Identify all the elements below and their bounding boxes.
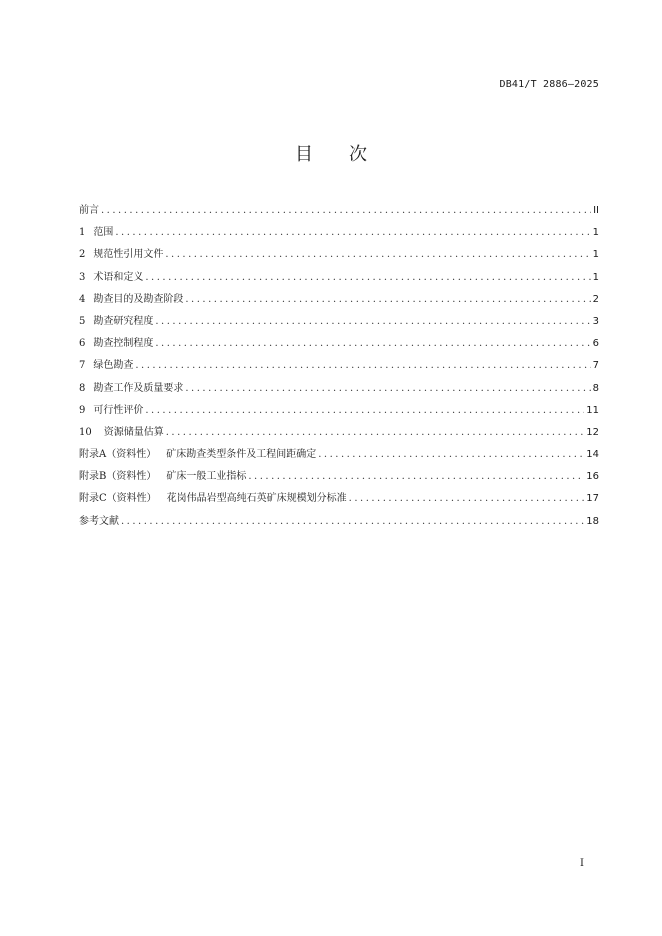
toc-entry-number: 附录C（资料性）	[79, 493, 157, 505]
toc-leader-dots	[135, 360, 590, 371]
toc-entry-number: 3	[79, 271, 86, 283]
toc-entry-page: 14	[586, 449, 599, 461]
toc-entry-number: 10	[79, 426, 92, 438]
toc-leader-dots	[145, 405, 584, 416]
toc-entry-page: 12	[586, 426, 599, 438]
toc-entry-page: 7	[592, 360, 599, 372]
toc-entry-page: 11	[586, 404, 599, 416]
toc-leader-dots	[155, 338, 590, 349]
toc-entry-number: 9	[79, 404, 86, 416]
toc-entry-normative-references[interactable]	[79, 245, 599, 267]
toc-entry-label: 勘查研究程度	[93, 315, 154, 327]
toc-leader-dots	[145, 272, 590, 283]
toc-entry-page: 3	[592, 315, 599, 327]
toc-entry-page: 6	[592, 338, 599, 350]
toc-entry-label: 绿色勘查	[93, 360, 134, 372]
toc-entry-label: 花岗伟晶岩型高纯石英矿床规模划分标准	[166, 493, 347, 505]
toc-entry-number: 7	[79, 360, 86, 372]
page-number: I	[580, 858, 584, 869]
standard-code: DB41/T 2886—2025	[499, 79, 599, 90]
toc-leader-dots	[185, 383, 590, 394]
toc-entry-number: 8	[79, 382, 86, 394]
toc-entry-terms-definitions[interactable]	[79, 268, 599, 290]
toc-entry-label: 前言	[79, 205, 99, 216]
toc-entry-page: 1	[592, 227, 599, 239]
toc-entry-bibliography[interactable]	[79, 512, 599, 534]
toc-entry-number: 附录A（资料性）	[79, 449, 157, 461]
toc-entry-label: 矿床勘查类型条件及工程间距确定	[166, 449, 317, 461]
toc-entry-exploration-purpose[interactable]	[79, 290, 599, 312]
toc-entry-label: 术语和定义	[93, 271, 144, 283]
toc-leader-dots	[318, 449, 584, 460]
toc-entry-page: II	[593, 205, 599, 216]
toc-list	[79, 201, 599, 534]
toc-entry-label: 矿床一般工业指标	[166, 471, 247, 483]
toc-entry-page: 18	[586, 515, 599, 527]
toc-entry-number: 6	[79, 338, 86, 350]
toc-leader-dots	[165, 249, 590, 260]
toc-leader-dots	[115, 227, 590, 238]
toc-entry-label: 范围	[93, 227, 114, 239]
toc-entry-label: 规范性引用文件	[93, 249, 164, 261]
toc-entry-appendix-b[interactable]	[79, 467, 599, 489]
toc-entry-foreword[interactable]	[79, 201, 599, 223]
toc-leader-dots	[121, 516, 584, 527]
toc-leader-dots	[349, 493, 585, 504]
toc-leader-dots	[155, 316, 590, 327]
toc-entry-number: 5	[79, 315, 86, 327]
toc-entry-page: 17	[586, 493, 599, 505]
toc-entry-page: 1	[592, 271, 599, 283]
toc-entry-page: 16	[586, 471, 599, 483]
toc-entry-work-quality[interactable]	[79, 379, 599, 401]
toc-leader-dots	[248, 471, 584, 482]
toc-entry-appendix-a[interactable]	[79, 445, 599, 467]
toc-entry-page: 1	[592, 249, 599, 261]
toc-entry-green-exploration[interactable]	[79, 356, 599, 378]
toc-entry-scope[interactable]	[79, 223, 599, 245]
toc-entry-research-degree[interactable]	[79, 312, 599, 334]
toc-entry-label: 勘查工作及质量要求	[93, 382, 184, 394]
toc-leader-dots	[101, 205, 591, 216]
toc-entry-page: 2	[592, 293, 599, 305]
toc-entry-label: 资源储量估算	[103, 426, 164, 438]
toc-leader-dots	[185, 294, 590, 305]
toc-entry-feasibility[interactable]	[79, 401, 599, 423]
toc-entry-resource-estimation[interactable]	[79, 423, 599, 445]
toc-leader-dots	[166, 427, 585, 438]
toc-entry-label: 可行性评价	[93, 404, 144, 416]
toc-entry-label: 勘查控制程度	[93, 338, 154, 350]
toc-title: 目次	[295, 144, 403, 165]
toc-entry-number: 附录B（资料性）	[79, 471, 157, 483]
toc-entry-label: 勘查目的及勘查阶段	[93, 293, 184, 305]
toc-entry-number: 2	[79, 249, 86, 261]
toc-entry-number: 4	[79, 293, 86, 305]
toc-entry-number: 1	[79, 227, 86, 239]
toc-entry-appendix-c[interactable]	[79, 489, 599, 511]
toc-entry-page: 8	[592, 382, 599, 394]
toc-entry-control-degree[interactable]	[79, 334, 599, 356]
toc-entry-label: 参考文献	[79, 515, 119, 527]
